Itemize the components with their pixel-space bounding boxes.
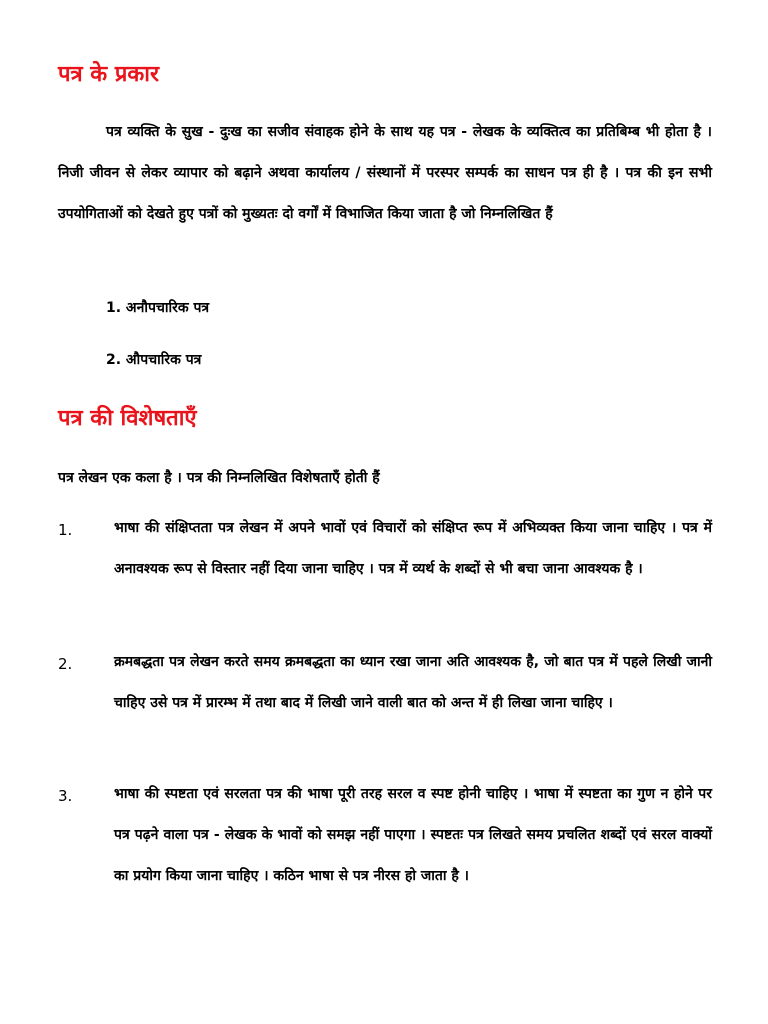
- feature-text: भाषा की संक्षिप्तता पत्र लेखन में अपने भावों एवं विचारों को संक्षिप्त रूप में अभिव्यक्त किया जाना चाहिए । पत्र में अनावश्यक रूप से विस्तार नहीं दिया जाना चाहिए । पत्र में व्यर्थ के शब्दों से भी बचा जाना आवश्यक है ।: [114, 520, 712, 577]
- intro-paragraph: [58, 112, 712, 235]
- feature-number: 2.: [58, 655, 73, 673]
- intro-paragraph-text: पत्र व्यक्ति के सुख - दुःख का सजीव संवाहक होने के साथ यह पत्र - लेखक के व्यक्तित्व का प्रतिबिम्ब भी होता है । निजी जीवन से लेकर व्यापार को बढ़ाने अथवा कार्यालय / संस्थानों में परस्पर सम्पर्क का साधन पत्र ही है । पत्र की इन सभी उपयोगिताओं को देखते हुए पत्रों को मुख्यतः दो वर्गों में विभाजित किया जाता है जो निम्नलिखित हैं: [58, 124, 712, 222]
- heading-letter-types: पत्र के प्रकार: [58, 62, 159, 87]
- feature-number: 3.: [58, 787, 73, 805]
- letter-type-informal: 1. अनौपचारिक पत्र: [106, 300, 210, 316]
- features-intro: पत्र लेखन एक कला है । पत्र की निम्नलिखित विशेषताएँ होती हैं: [58, 470, 380, 486]
- feature-text: क्रमबद्धता पत्र लेखन करते समय क्रमबद्धता का ध्यान रखा जाना अति आवश्यक है, जो बात पत्र में पहले लिखी जानी चाहिए उसे पत्र में प्रारम्भ में तथा बाद में लिखी जाने वाली बात को अन्त में ही लिखा जाना चाहिए ।: [114, 654, 712, 711]
- heading-letter-features: पत्र की विशेषताएँ: [58, 406, 197, 431]
- feature-number: 1.: [58, 521, 73, 539]
- letter-type-formal: 2. औपचारिक पत्र: [106, 352, 202, 368]
- feature-text: भाषा की स्पष्टता एवं सरलता पत्र की भाषा पूरी तरह सरल व स्पष्ट होनी चाहिए । भाषा में स्पष्टता का गुण न होने पर पत्र पढ़ने वाला पत्र - लेखक के भावों को समझ नहीं पाएगा । स्पष्टतः पत्र लिखते समय प्रचलित शब्दों एवं सरल वाक्यों का प्रयोग किया जाना चाहिए । कठिन भाषा से पत्र नीरस हो जाता है ।: [114, 786, 712, 884]
